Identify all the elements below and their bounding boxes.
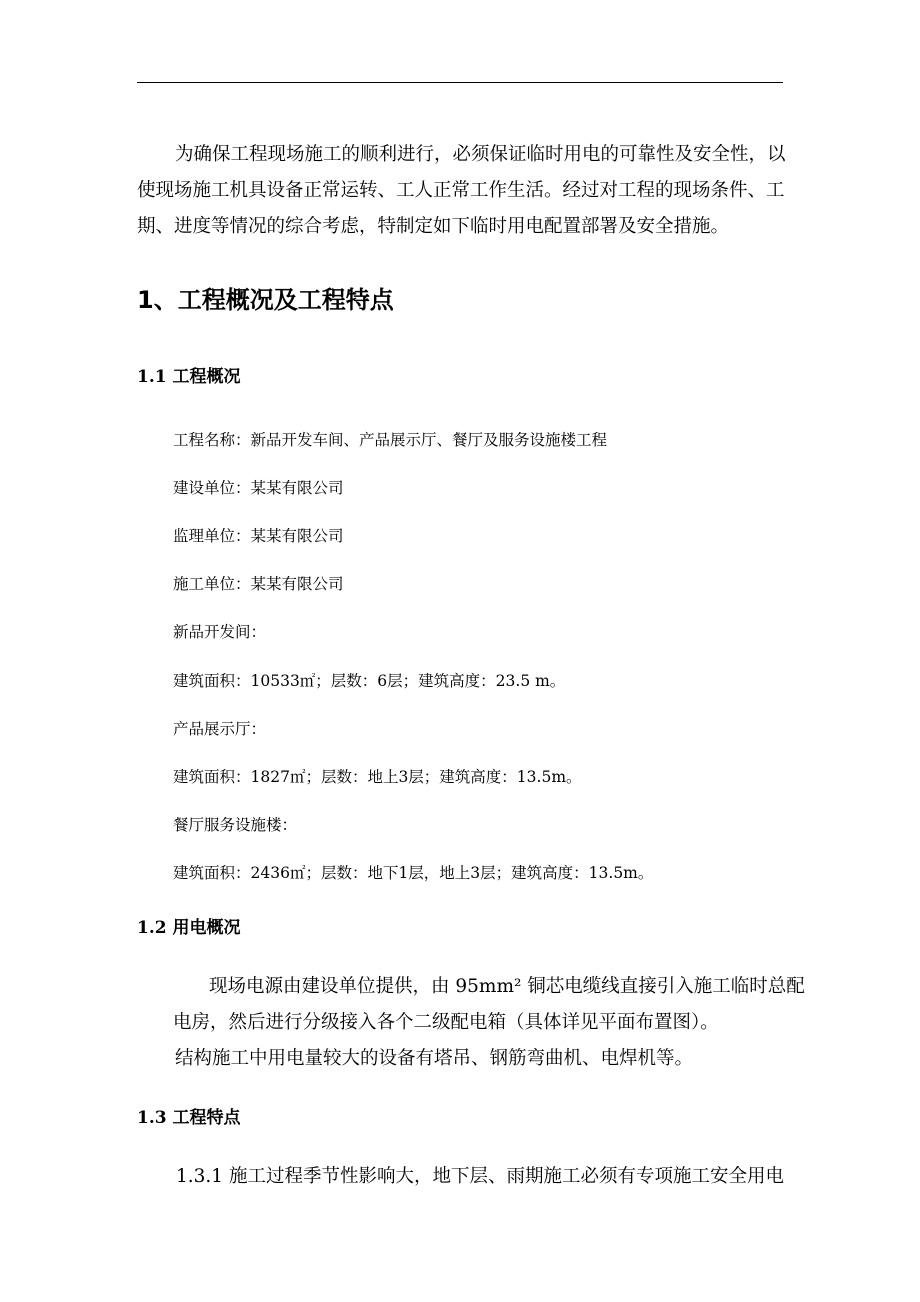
building-label-restaurant: 餐厅服务设施楼： (173, 816, 298, 834)
feature-1-3-1: 1.3.1 施工过程季节性影响大，地下层、雨期施工必须有专项施工安全用电 (176, 1166, 784, 1187)
power-para-line-1: 现场电源由建设单位提供，由 95mm² 铜芯电缆线直接引入施工临时总配 (209, 976, 805, 997)
power-para-line-3: 结构施工中用电量较大的设备有塔吊、钢筋弯曲机、电焊机等。 (175, 1048, 694, 1069)
intro-line-3: 期、进度等情况的综合考虑，特制定如下临时用电配置部署及安全措施。 (137, 216, 730, 237)
section-1-2-heading: 1.2 用电概况 (137, 918, 241, 938)
building-specs-rnd: 建筑面积：10533㎡；层数：6层；建筑高度：23.5 m。 (173, 672, 566, 690)
construction-unit: 建设单位：某某有限公司 (173, 479, 344, 497)
building-label-showroom: 产品展示厅： (173, 720, 267, 738)
supervision-unit: 监理单位：某某有限公司 (173, 527, 344, 545)
building-specs-showroom: 建筑面积：1827㎡；层数：地上3层；建筑高度：13.5m。 (173, 768, 582, 786)
section-1-heading: 1、工程概况及工程特点 (137, 286, 394, 314)
section-1-1-heading: 1.1 工程概况 (137, 367, 241, 387)
intro-line-1: 为确保工程现场施工的顺利进行，必须保证临时用电的可靠性及安全性，以 (175, 144, 786, 165)
power-para-line-2: 电房，然后进行分级接入各个二级配电箱（具体详见平面布置图）。 (173, 1012, 719, 1033)
building-specs-restaurant: 建筑面积：2436㎡；层数：地下1层，地上3层；建筑高度：13.5m。 (173, 864, 654, 882)
project-name: 工程名称：新品开发车间、产品展示厅、餐厅及服务设施楼工程 (173, 431, 608, 449)
header-rule (137, 82, 783, 83)
intro-line-2: 使现场施工机具设备正常运转、工人正常工作生活。经过对工程的现场条件、工 (137, 180, 785, 201)
section-1-3-heading: 1.3 工程特点 (137, 1108, 241, 1128)
contractor-unit: 施工单位：某某有限公司 (173, 575, 344, 593)
building-label-rnd: 新品开发间： (173, 623, 267, 641)
